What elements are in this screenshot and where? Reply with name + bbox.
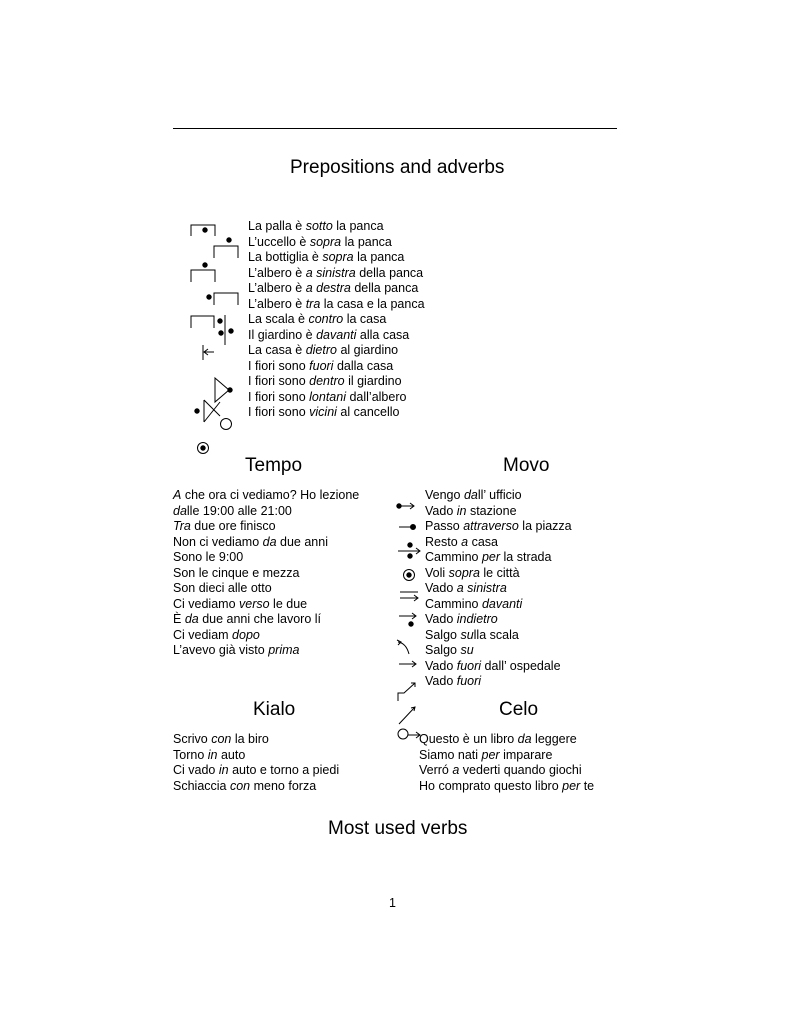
list-item: Vado in stazione (425, 503, 517, 518)
bench-ball-under-icon (191, 225, 215, 236)
list-item: L’albero è tra la casa e la panca (248, 296, 425, 311)
list-item: I fiori sono lontani dall’albero (248, 389, 407, 404)
list-item: L’uccello è sopra la panca (248, 234, 392, 249)
step-up-arrow-icon (398, 683, 415, 701)
movo-list (425, 488, 572, 690)
list-item: Vado a sinistra (425, 581, 507, 595)
list-item: I fiori sono dentro il giardino (248, 374, 402, 388)
from-arrow-icon (397, 503, 414, 509)
list-item: Non ci vediamo da due anni (173, 534, 328, 549)
over-circle-icon (404, 570, 415, 581)
kialo-list (173, 732, 339, 794)
list-item: Voli sopra le città (425, 565, 520, 580)
list-item: Salgo sulla scala (425, 627, 519, 642)
list-item: Scrivo con la biro (173, 732, 269, 746)
list-item: Vado fuori dall’ ospedale (425, 658, 561, 673)
list-item: Cammino davanti (425, 596, 523, 611)
double-line-arrow-icon (400, 592, 418, 601)
section-heading-movo: Movo (503, 455, 550, 476)
to-point-icon (399, 525, 416, 530)
section-heading-celo: Celo (499, 699, 539, 720)
through-arrow-icon (398, 548, 420, 558)
list-item: Il giardino è davanti alla casa (248, 327, 410, 342)
list-item: Torno in auto (173, 747, 246, 762)
page-title: Prepositions and adverbs (290, 157, 505, 178)
list-item: Questo è un libro da leggere (419, 732, 577, 746)
list-item: Salgo su (425, 643, 474, 657)
list-item: È da due anni che lavoro lí (173, 612, 322, 626)
list-item: Verró a vederti quando giochi (419, 763, 582, 777)
list-item: La casa è dietro al giardino (248, 343, 399, 357)
list-item: Ci vediam dopo (173, 627, 260, 642)
list-item: La scala è contro la casa (248, 312, 387, 326)
list-item: dalle 19:00 alle 21:00 (173, 503, 292, 518)
list-item: Son le cinque e mezza (173, 565, 300, 580)
triangle-point-icon (215, 378, 232, 402)
list-item: Sono le 9:00 (173, 550, 244, 564)
list-item: Vado fuori (425, 674, 482, 688)
forward-arrow-icon (399, 613, 416, 626)
right-arrow-icon (399, 661, 416, 667)
target-circle-icon (198, 443, 209, 454)
list-item: Ho comprato questo libro per te (419, 778, 595, 793)
page-number: 1 (389, 896, 396, 910)
list-item: I fiori sono fuori dalla casa (248, 358, 394, 373)
list-item: La palla è sotto la panca (248, 219, 384, 233)
section-heading-tempo: Tempo (245, 455, 303, 476)
tree-between-icon (191, 315, 233, 345)
section-heading-verbs: Most used verbs (328, 818, 468, 839)
list-item: Son dieci alle otto (173, 581, 272, 595)
section-heading-kialo: Kialo (253, 699, 296, 720)
diagonal-up-arrow-icon (399, 707, 415, 724)
curve-arrow-icon (397, 640, 409, 654)
list-item: Ci vediamo verso le due (173, 596, 308, 611)
list-item: La bottiglia è sopra la panca (248, 250, 405, 264)
list-item: Cammino per la strada (425, 550, 552, 564)
list-item: L’albero è a destra della panca (248, 281, 419, 295)
preposition-list (248, 219, 425, 421)
list-item: Vengo dall’ ufficio (425, 488, 522, 502)
list-item: L’avevo già visto prima (173, 643, 300, 657)
list-item: Vado indietro (425, 612, 498, 626)
list-item: Siamo nati per imparare (419, 747, 553, 762)
list-item: Schiaccia con meno forza (173, 778, 317, 793)
open-circle-arrow-icon (398, 729, 420, 739)
celo-list (419, 732, 594, 794)
stay-dot-icon (408, 543, 412, 547)
bottle-on-bench-icon (191, 263, 215, 282)
list-item: Ci vado in auto e torno a piedi (173, 763, 340, 777)
gate-cross-icon (195, 400, 232, 430)
list-item: Resto a casa (425, 534, 498, 549)
tree-right-icon (207, 293, 238, 305)
top-rule (173, 128, 617, 129)
list-item: Passo attraverso la piazza (425, 519, 572, 533)
list-item: A che ora ci vediamo? Ho lezione (173, 488, 360, 502)
wall-arrow-icon (203, 345, 214, 360)
ball-over-bench-icon (214, 238, 238, 258)
list-item: I fiori sono vicini al cancello (248, 405, 400, 419)
list-item: L’albero è a sinistra della panca (248, 265, 424, 280)
list-item: Tra due ore finisco (173, 519, 276, 533)
tempo-list (173, 488, 378, 659)
